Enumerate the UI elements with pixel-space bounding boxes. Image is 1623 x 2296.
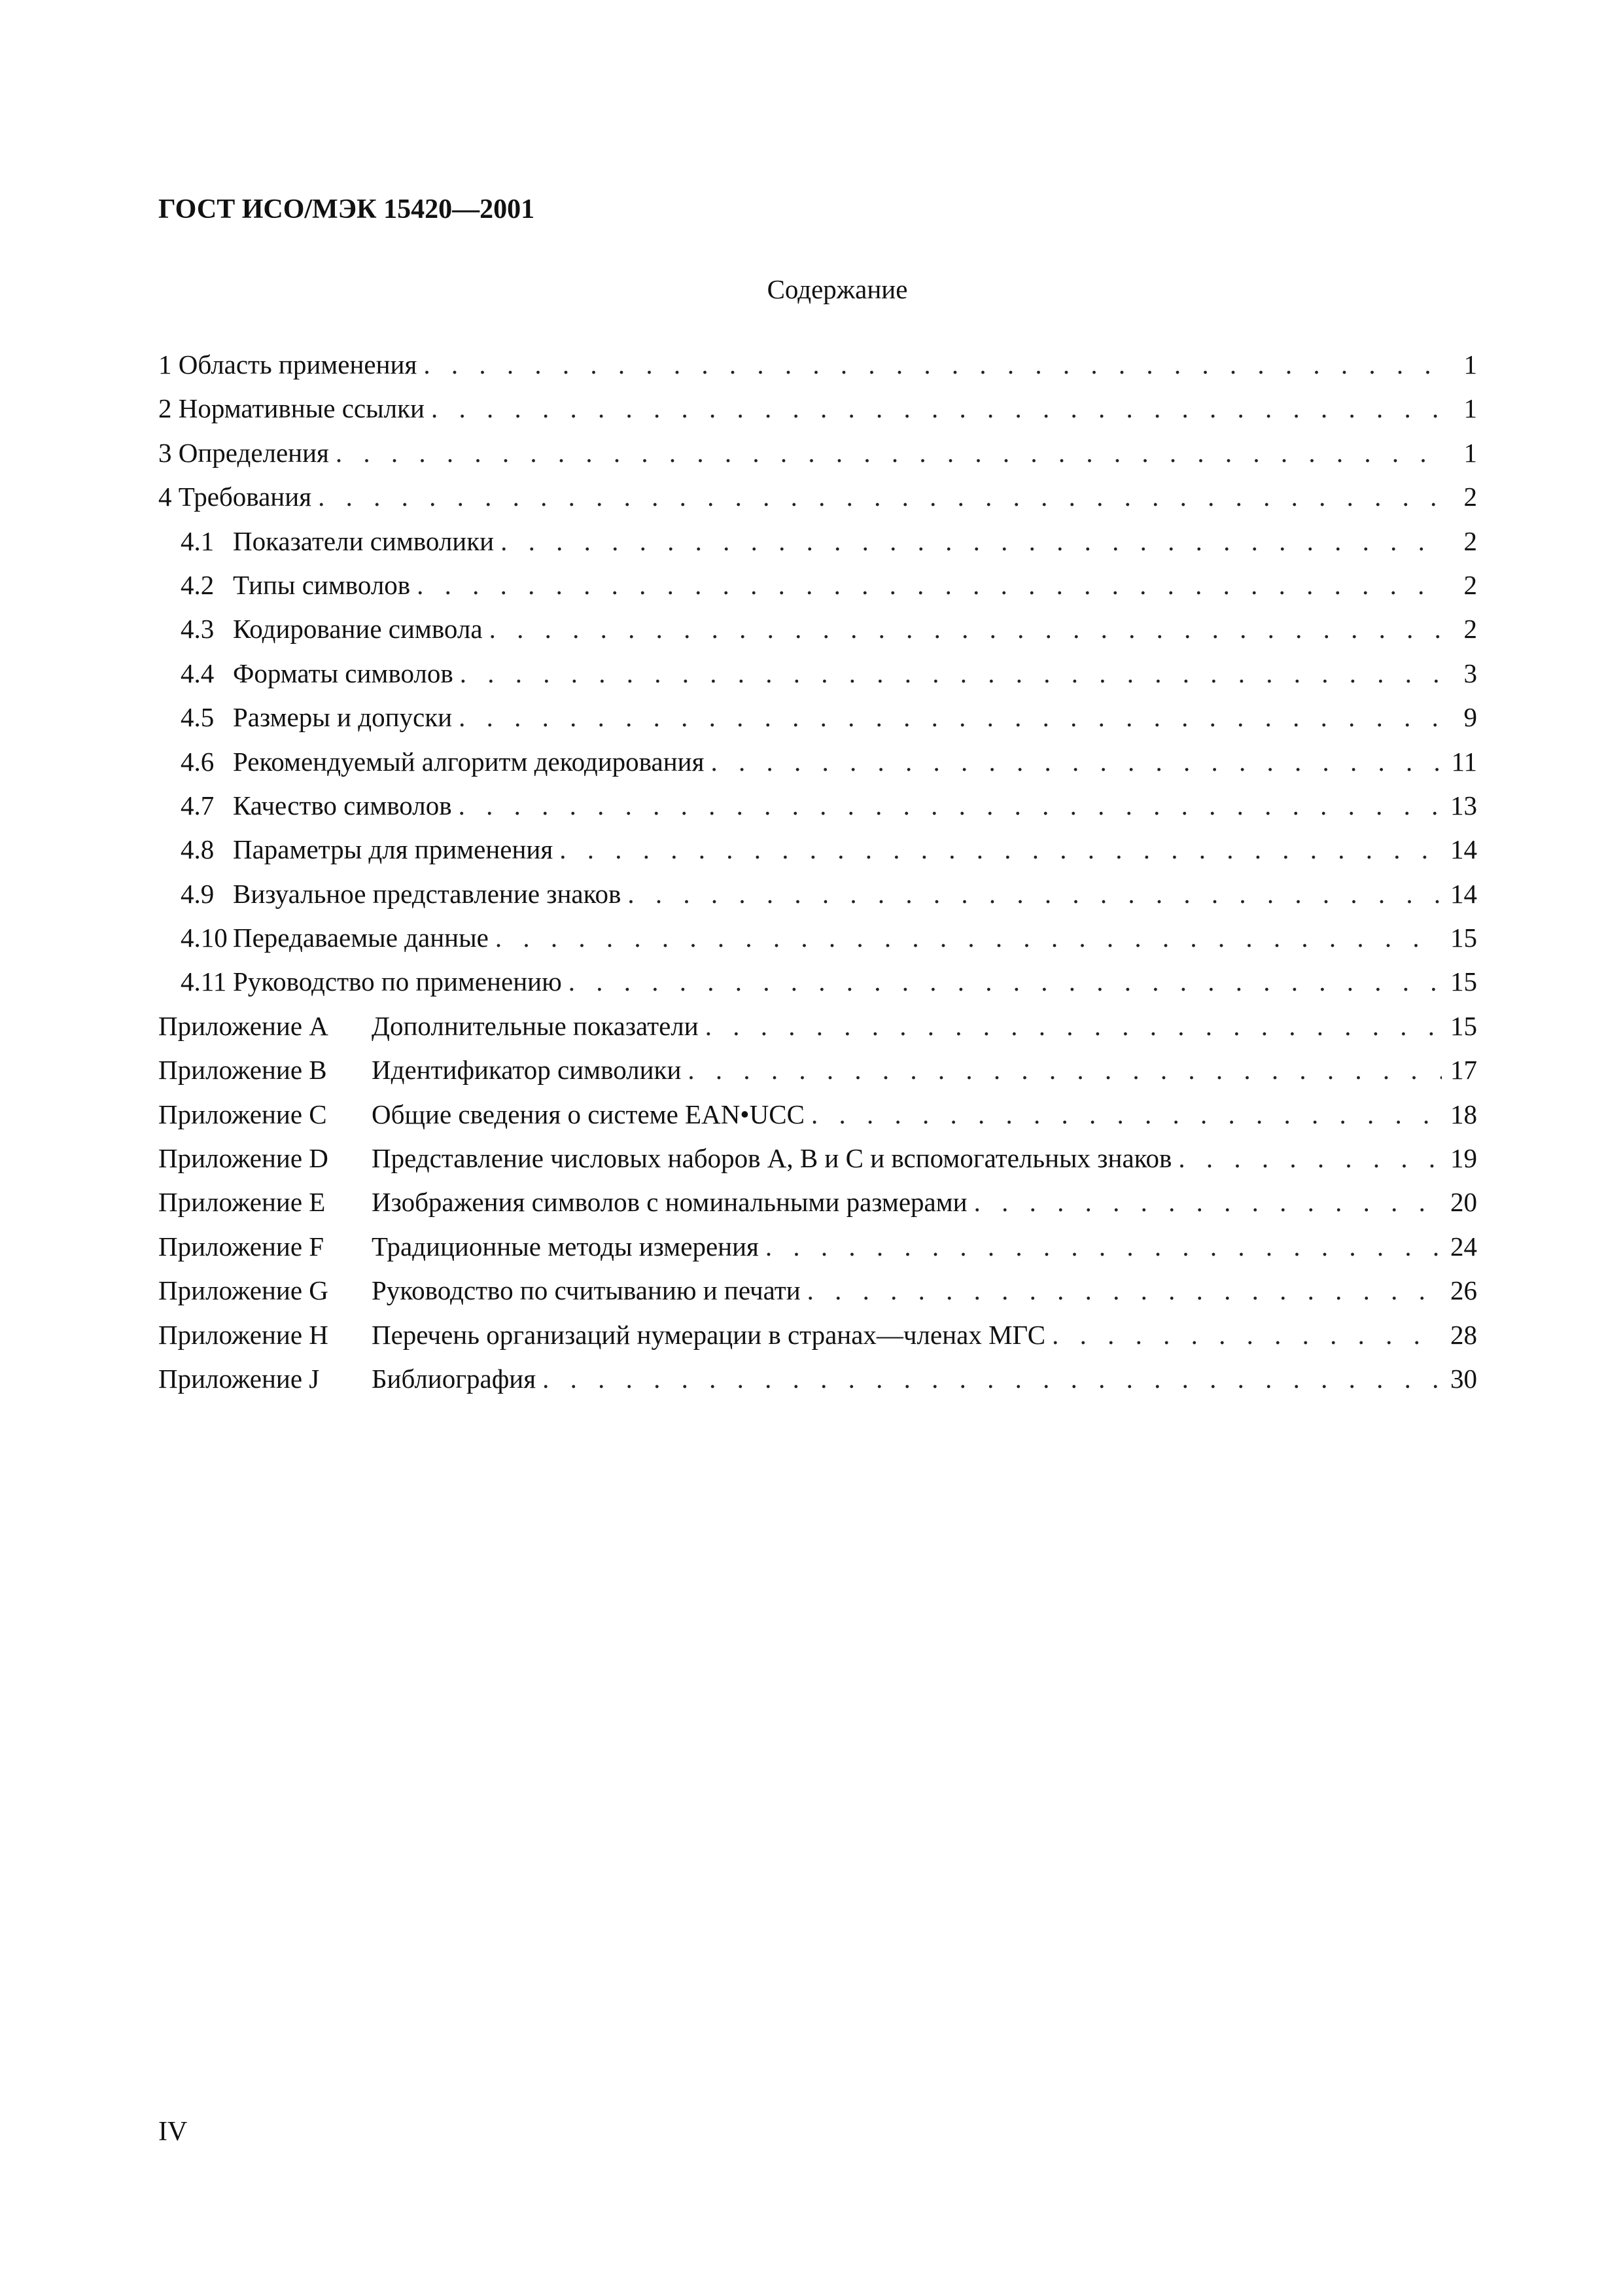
toc-entry-label (181, 960, 568, 1004)
toc-entry-4-6[interactable] (158, 740, 1477, 784)
toc-entry-label (158, 1137, 1178, 1180)
toc-entry-title: Руководство по считыванию и печати (372, 1275, 801, 1306)
toc-entry-page: 2 (1463, 525, 1477, 556)
toc-leader-dots (710, 740, 1442, 784)
toc-entry-label (158, 1048, 688, 1092)
toc-entry-title: Идентификатор символики (372, 1055, 682, 1086)
toc-entry-title: Изображения символов с номинальными размерами (372, 1187, 968, 1218)
toc-entry-page: 1 (1463, 393, 1477, 424)
toc-entry-page: 15 (1450, 966, 1477, 997)
toc-entry-page: 9 (1463, 702, 1477, 733)
toc-entry-title: Библиография (372, 1363, 536, 1394)
toc-entry-page: 28 (1450, 1319, 1477, 1350)
toc-entry-number: Приложение J (158, 1363, 320, 1394)
toc-entry-number: 4.2 (181, 569, 215, 600)
toc-entry-page: 26 (1450, 1275, 1477, 1306)
toc-entry-label (158, 1180, 974, 1224)
toc-entry-appendix-h[interactable] (158, 1313, 1477, 1357)
toc-leader-dots (542, 1357, 1442, 1401)
toc-entry-4-9[interactable] (158, 872, 1477, 916)
toc-entry-title: Рекомендуемый алгоритм декодирования (233, 746, 705, 777)
toc-entry-label (181, 872, 627, 916)
toc-entry-appendix-j[interactable] (158, 1357, 1477, 1401)
toc-entry-number: 4.8 (181, 834, 215, 865)
toc-leader-dots (431, 387, 1442, 431)
toc-entry-appendix-f[interactable] (158, 1225, 1477, 1269)
toc-leader-dots (459, 696, 1442, 739)
toc-leader-dots (1052, 1313, 1442, 1357)
toc-entry-page: 1 (1463, 437, 1477, 468)
toc-entry-page: 24 (1450, 1231, 1477, 1262)
toc-entry-label (181, 652, 460, 696)
toc-entry-appendix-a[interactable] (158, 1004, 1477, 1048)
toc-leader-dots (568, 960, 1442, 1004)
toc-entry-title: Качество символов (233, 790, 452, 821)
toc-leader-dots (460, 652, 1442, 696)
toc-entry-number: 4.9 (181, 878, 215, 909)
toc-entry-title: Показатели символики (233, 525, 495, 556)
toc-entry-number: 4.1 (181, 525, 215, 556)
toc-entry-title: Традиционные методы измерения (372, 1231, 759, 1262)
toc-entry-number: Приложение C (158, 1099, 327, 1129)
toc-entry-number: Приложение B (158, 1055, 327, 1086)
toc-entry-title: Перечень организаций нумерации в странах—членах МГС (372, 1319, 1046, 1350)
toc-leader-dots (627, 872, 1442, 916)
toc-entry-label (181, 520, 500, 563)
toc-leader-dots (423, 343, 1442, 387)
toc-entry-label (181, 916, 495, 960)
toc-entry-page: 19 (1450, 1143, 1477, 1174)
toc-entry-title: Определения (178, 437, 329, 468)
toc-entry-number: 3 (158, 437, 172, 468)
toc-entry-number: 4.6 (181, 746, 215, 777)
toc-entry-2[interactable] (158, 387, 1477, 431)
toc-entry-label (158, 343, 423, 387)
toc-entry-4-1[interactable] (158, 520, 1477, 563)
toc-entry-number: 4.4 (181, 658, 215, 688)
toc-entry-page: 15 (1450, 923, 1477, 953)
toc-entry-appendix-g[interactable] (158, 1269, 1477, 1313)
toc-entry-appendix-e[interactable] (158, 1180, 1477, 1224)
toc-entry-label (158, 475, 318, 519)
toc-leader-dots (489, 607, 1442, 651)
toc-entry-4-8[interactable] (158, 828, 1477, 872)
toc-entry-label (158, 1313, 1052, 1357)
toc-entry-3[interactable] (158, 431, 1477, 475)
toc-entry-title: Визуальное представление знаков (233, 878, 621, 909)
toc-entry-label (158, 1357, 542, 1401)
toc-entry-label (158, 1269, 807, 1313)
toc-entry-number: 4.10 (181, 923, 228, 953)
toc-entry-page: 11 (1451, 746, 1477, 777)
toc-entry-4-11[interactable] (158, 960, 1477, 1004)
toc-leader-dots (811, 1093, 1442, 1137)
toc-entry-1[interactable] (158, 343, 1477, 387)
toc-entry-title: Общие сведения о системе EAN•UCC (372, 1099, 805, 1129)
toc-leader-dots (559, 828, 1442, 872)
toc-entry-page: 3 (1463, 658, 1477, 688)
toc-entry-page: 18 (1450, 1099, 1477, 1129)
toc-entry-page: 15 (1450, 1010, 1477, 1041)
toc-entry-title: Передаваемые данные (233, 923, 489, 953)
toc-entry-label (158, 1225, 765, 1269)
toc-entry-label (158, 1093, 811, 1137)
contents-heading: Содержание (767, 274, 908, 304)
toc-entry-number: Приложение H (158, 1319, 328, 1350)
toc-leader-dots (974, 1180, 1442, 1224)
toc-entry-page: 2 (1463, 569, 1477, 600)
toc-entry-number: 4.5 (181, 702, 215, 733)
toc-entry-appendix-d[interactable] (158, 1137, 1477, 1180)
page-number: IV (158, 2117, 188, 2147)
toc-entry-appendix-b[interactable] (158, 1048, 1477, 1092)
toc-entry-title: Параметры для применения (233, 834, 553, 865)
toc-entry-label (181, 696, 459, 739)
toc-entry-label (181, 563, 417, 607)
toc-entry-title: Представление числовых наборов A, B и C и вспомогательных знаков (372, 1143, 1172, 1174)
toc-entry-page: 13 (1450, 790, 1477, 821)
toc-entry-page: 1 (1463, 349, 1477, 380)
toc-entry-title: Руководство по применению (233, 966, 562, 997)
toc-entry-number: 2 (158, 393, 172, 424)
toc-entry-page: 30 (1450, 1363, 1477, 1394)
toc-leader-dots (807, 1269, 1442, 1313)
toc-entry-4-10[interactable] (158, 916, 1477, 960)
toc-entry-number: Приложение E (158, 1187, 326, 1218)
toc-entry-title: Нормативные ссылки (178, 393, 425, 424)
toc-entry-number: Приложение D (158, 1143, 328, 1174)
toc-entry-title: Дополнительные показатели (372, 1010, 699, 1041)
toc-entry-number: Приложение A (158, 1010, 328, 1041)
toc-entry-title: Требования (178, 482, 312, 512)
toc-leader-dots (500, 520, 1442, 563)
toc-entry-label (158, 387, 431, 431)
toc-entry-number: 4.7 (181, 790, 215, 821)
toc-entry-label (181, 607, 489, 651)
toc-leader-dots (1178, 1137, 1442, 1180)
toc-entry-label (181, 740, 710, 784)
toc-entry-4-7[interactable] (158, 784, 1477, 828)
toc-leader-dots (459, 784, 1442, 828)
toc-entry-page: 14 (1450, 834, 1477, 865)
document-header: ГОСТ ИСО/МЭК 15420—2001 (158, 194, 535, 224)
toc-entry-title: Типы символов (233, 569, 411, 600)
toc-entry-label (181, 784, 459, 828)
toc-entry-label (181, 828, 559, 872)
toc-entry-4-2[interactable] (158, 563, 1477, 607)
toc-entry-label (158, 431, 336, 475)
toc-entry-number: 4.3 (181, 614, 215, 645)
toc-entry-4[interactable] (158, 475, 1477, 519)
toc-entry-page: 2 (1463, 482, 1477, 512)
toc-entry-number: 4 (158, 482, 172, 512)
toc-entry-page: 14 (1450, 878, 1477, 909)
toc-entry-number: Приложение F (158, 1231, 324, 1262)
toc-entry-page: 2 (1463, 614, 1477, 645)
toc-entry-number: Приложение G (158, 1275, 328, 1306)
toc-entry-title: Размеры и допуски (233, 702, 453, 733)
toc-leader-dots (318, 475, 1442, 519)
toc-entry-number: 1 (158, 349, 172, 380)
toc-entry-title: Область применения (178, 349, 417, 380)
toc-leader-dots (336, 431, 1442, 475)
toc-entry-label (158, 1004, 705, 1048)
table-of-contents (158, 343, 1477, 1401)
toc-entry-page: 20 (1450, 1187, 1477, 1218)
toc-entry-title: Кодирование символа (233, 614, 483, 645)
toc-leader-dots (495, 916, 1442, 960)
toc-entry-4-5[interactable] (158, 696, 1477, 739)
toc-leader-dots (688, 1048, 1442, 1092)
toc-entry-appendix-c[interactable] (158, 1093, 1477, 1137)
toc-entry-4-3[interactable] (158, 607, 1477, 651)
toc-entry-title: Форматы символов (233, 658, 453, 688)
toc-entry-page: 17 (1450, 1055, 1477, 1086)
toc-entry-4-4[interactable] (158, 652, 1477, 696)
toc-leader-dots (417, 563, 1442, 607)
toc-leader-dots (765, 1225, 1442, 1269)
toc-entry-number: 4.11 (181, 966, 227, 997)
toc-leader-dots (705, 1004, 1442, 1048)
